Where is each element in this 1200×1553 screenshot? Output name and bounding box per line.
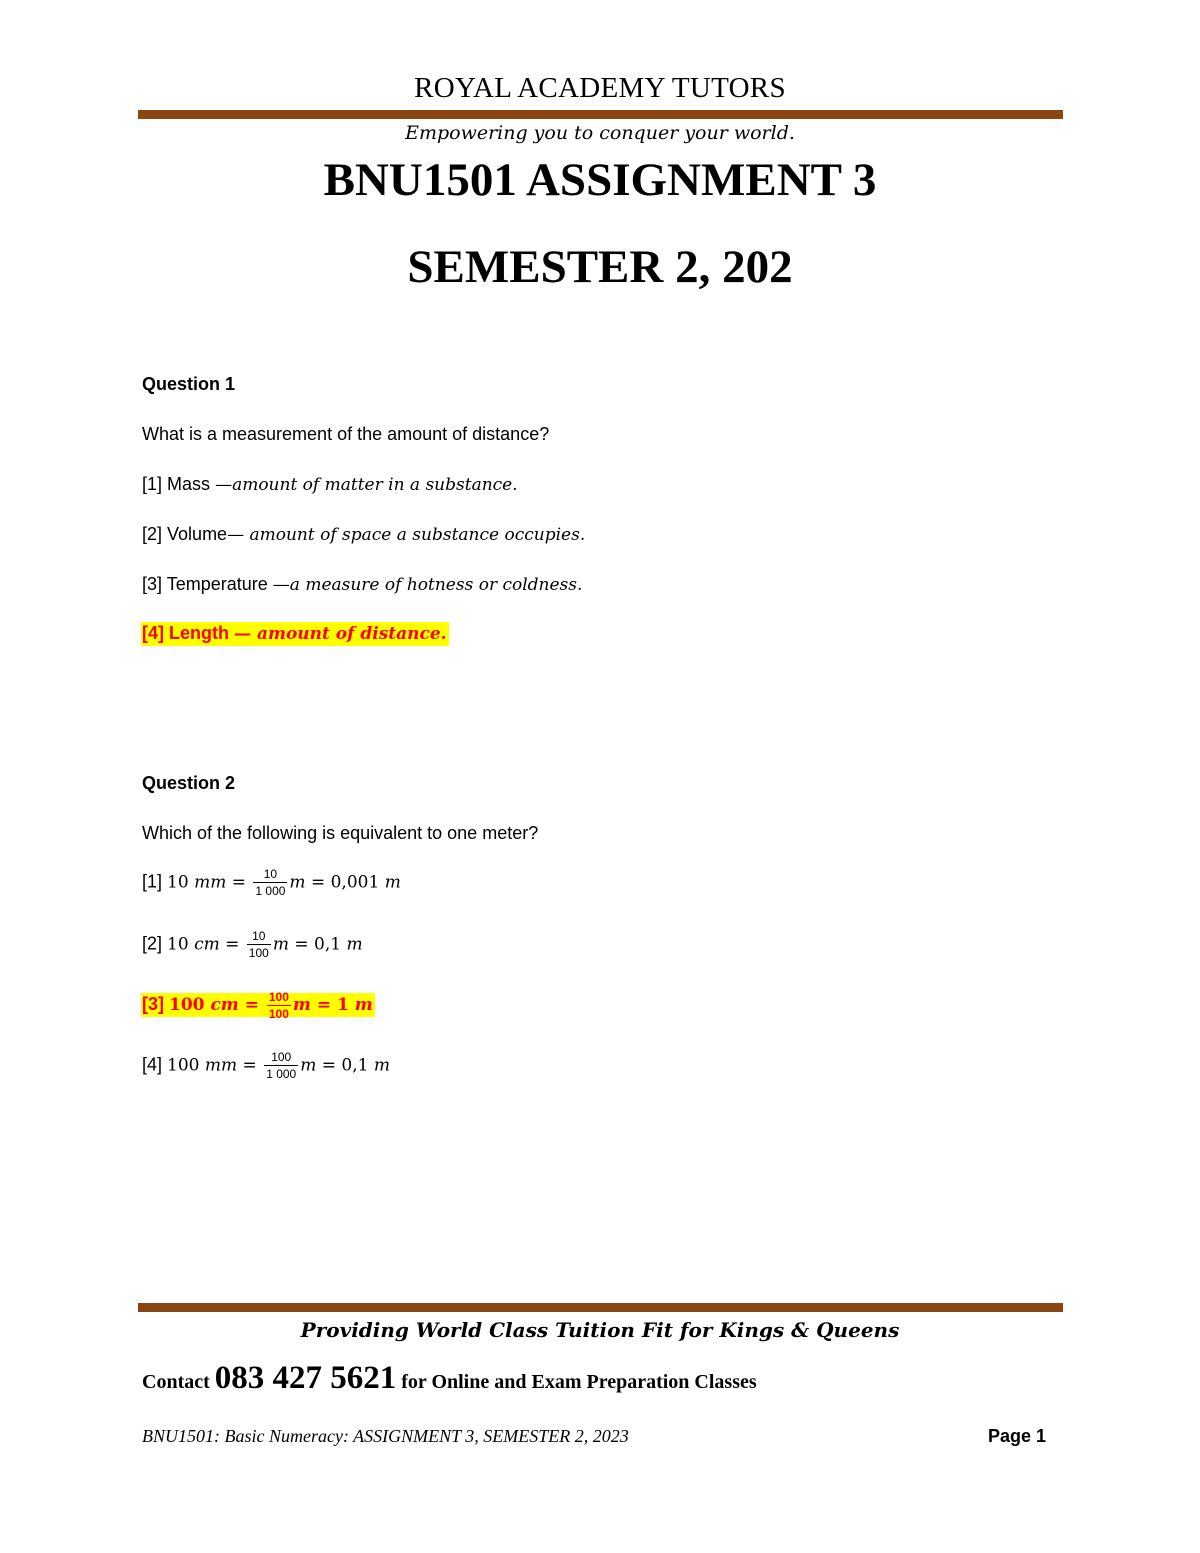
q2-option-3-correct xyxy=(142,991,375,1020)
option-number: [2] xyxy=(142,933,163,954)
option-number: [1] xyxy=(142,474,163,494)
contact-prefix: Contact xyxy=(142,1371,210,1393)
tagline: Empowering you to conquer your world. xyxy=(405,122,795,144)
q2-option-4: [4] 100 mm = $\frac{100}{1 000}$ m = 0,1 m xyxy=(142,1050,390,1081)
fraction: $\frac{100}{1 000}$ xyxy=(266,1050,297,1081)
q2-option-2: [2] 10 cm = $\frac{10}{100}$ m = 0,1 m xyxy=(142,929,363,960)
option-number: [3] xyxy=(142,994,164,1015)
option-term: Length xyxy=(169,623,230,643)
question-2-prompt: Which of the following is equivalent to one meter? xyxy=(142,823,539,843)
question-1-title: Question 1 xyxy=(142,374,236,394)
q1-option-4-correct xyxy=(142,623,449,644)
option-number: [2] xyxy=(142,524,163,544)
phone-number: 083 427 5621 xyxy=(214,1360,397,1396)
q2-option-1: [1] 10 mm = $\frac{10}{1 000}$ m = 0,001 m xyxy=(142,867,401,898)
fraction: $\frac{10}{100}$ xyxy=(248,929,269,960)
question-2-title: Question 2 xyxy=(142,773,236,793)
option-definition: a measure of hotness or coldness. xyxy=(289,575,583,595)
option-definition: amount of distance. xyxy=(256,624,447,644)
footer-tagline: Providing World Class Tuition Fit for Kings & Queens xyxy=(300,1318,900,1342)
footer-rule xyxy=(138,1303,1063,1312)
page-number: Page 1 xyxy=(988,1426,1047,1446)
option-number: [4] xyxy=(142,1054,163,1075)
contact-suffix: for Online and Exam Preparation Classes xyxy=(401,1371,757,1393)
header-rule xyxy=(138,110,1063,119)
question-1-prompt: What is a measurement of the amount of distance? xyxy=(142,424,550,444)
option-term: Temperature xyxy=(166,574,268,594)
answer-highlight: [3] 100 cm = $\frac{100}{100}$ m = 1 m xyxy=(142,990,373,1021)
q1-option-1: [1] Mass —amount of matter in a substance. xyxy=(142,474,518,495)
option-number: [1] xyxy=(142,871,163,892)
option-term: Mass xyxy=(167,474,211,494)
option-number: [3] xyxy=(142,574,163,594)
answer-highlight: [4] Length — amount of distance. xyxy=(142,623,447,644)
footer-document-info: BNU1501: Basic Numeracy: ASSIGNMENT 3, SEMESTER 2, 2023 xyxy=(142,1426,629,1446)
option-number: [4] xyxy=(142,623,164,643)
option-term: Volume xyxy=(167,524,228,544)
document-subtitle: SEMESTER 2, 202 xyxy=(407,241,793,293)
option-definition: amount of matter in a substance. xyxy=(232,475,518,495)
fraction: $\frac{100}{100}$ xyxy=(268,990,289,1021)
contact-line xyxy=(142,1360,757,1397)
document-title: BNU1501 ASSIGNMENT 3 xyxy=(323,154,877,206)
option-definition: amount of space a substance occupies. xyxy=(249,525,586,545)
q1-option-2: [2] Volume— amount of space a substance occupies. xyxy=(142,524,586,545)
fraction: $\frac{10}{1 000}$ xyxy=(255,867,286,898)
q1-option-3: [3] Temperature —a measure of hotness or coldness. xyxy=(142,574,583,595)
org-name: ROYAL ACADEMY TUTORS xyxy=(414,72,786,104)
